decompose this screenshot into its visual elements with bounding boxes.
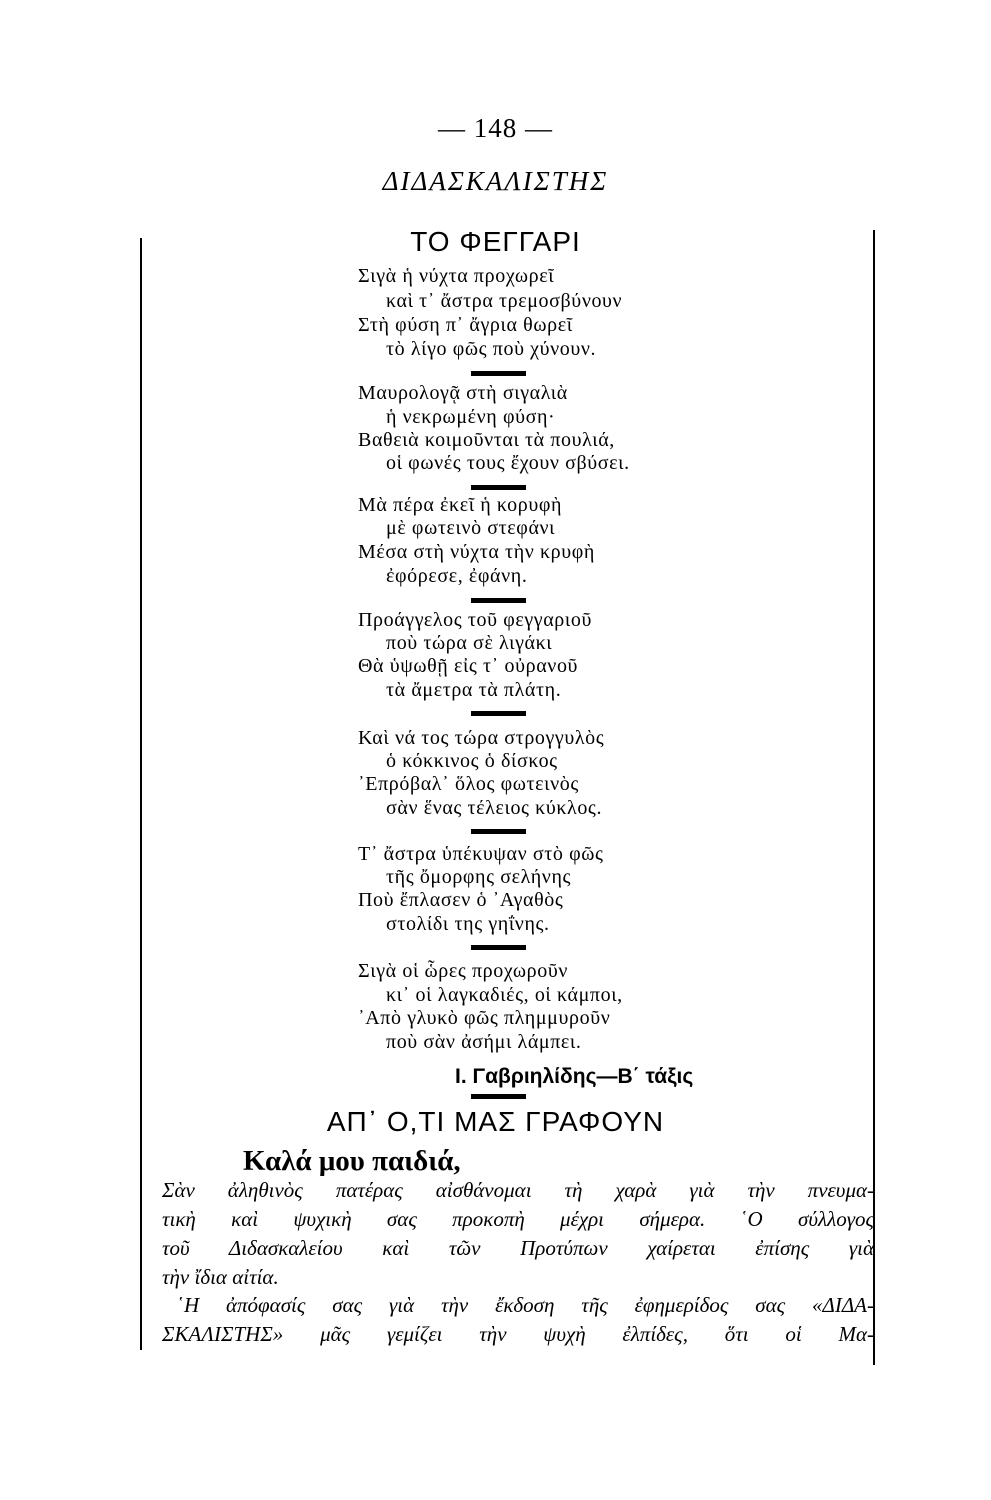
poem-line: Μαυρολογᾷ στὴ σιγαλιὰ <box>358 382 568 404</box>
poem-line: Μέσα στὴ νύχτα τὴν κρυφὴ <box>358 541 595 563</box>
letter-line: τοῦ Διδασκαλείου καὶ τῶν Προτύπων χαίρεται ἐπίσης γιὰ <box>162 1236 874 1260</box>
poem-line: μὲ φωτεινὸ στεφάνι <box>386 517 556 539</box>
letter-greeting: Καλά μου παιδιά, <box>243 1145 461 1177</box>
running-head: ΔΙΔΑΣΚΑΛΙΣΤΗΣ <box>382 166 609 196</box>
poem-line: τὰ ἄμετρα τὰ πλάτη. <box>386 679 562 701</box>
poem-line: ποὺ τώρα σὲ λιγάκι <box>386 632 553 654</box>
letter-line: τικὴ καὶ ψυχικὴ σας προκοπὴ μέχρι σήμερα. ῾Ο σύλλογος <box>162 1207 874 1231</box>
poem-line: ποὺ σὰν ἀσήμι λάμπει. <box>386 1031 582 1053</box>
poem-line: ᾽Απὸ γλυκὸ φῶς πλημμυροῦν <box>358 1007 611 1029</box>
poem-line: Βαθειὰ κοιμοῦνται τὰ πουλιά, <box>358 429 615 451</box>
stanza-separator <box>471 945 526 950</box>
poem-line: Σιγὰ ἡ νύχτα προχωρεῖ <box>358 265 555 287</box>
letter-line: ῾Η ἀπόφασίς σας γιὰ τὴν ἔκδοση τῆς ἐφημερίδος σας «ΔΙΔΑ- <box>177 1293 874 1317</box>
poem-line: Τ᾽ ἄστρα ὑπέκυψαν στὸ φῶς <box>358 843 604 865</box>
poem-line: τὸ λίγο φῶς ποὺ χύνουν. <box>386 338 597 360</box>
stanza-separator <box>471 598 526 603</box>
poem-line: στολίδι της γηΐνης. <box>386 913 550 935</box>
stanza-separator <box>471 371 526 376</box>
left-column-rule <box>140 238 142 1350</box>
letter-line: τὴν ἴδια αἰτία. <box>162 1265 279 1289</box>
poem-title: ΤΟ ΦΕΓΓΑΡΙ <box>410 226 581 257</box>
poem-line: καὶ τ᾽ ἄστρα τρεμοσβύνουν <box>386 290 623 312</box>
poem-line: τῆς ὄμορφης σελήνης <box>386 866 572 888</box>
section-separator <box>471 1094 526 1099</box>
stanza-separator <box>471 829 526 834</box>
page-number: — 148 — <box>438 113 553 143</box>
letter-line: Σὰν ἀληθινὸς πατέρας αἰσθάνομαι τὴ χαρὰ γιὰ τὴν πνευμα- <box>162 1178 874 1202</box>
poem-line: Θὰ ὑψωθῇ εἰς τ᾽ οὐρανοῦ <box>358 655 579 677</box>
poem-line: Ποὺ ἔπλασεν ὁ ᾽Αγαθὸς <box>358 889 564 911</box>
poem-line: ἡ νεκρωμένη φύση· <box>386 406 556 428</box>
poem-line: οἱ φωνές τους ἔχουν σβύσει. <box>386 452 630 474</box>
letter-line: ΣΚΑΛΙΣΤΗΣ» μᾶς γεμίζει τὴν ψυχὴ ἐλπίδες, ὅτι οἱ Μα- <box>162 1322 874 1346</box>
poem-author: Ι. Γαβριηλίδης—Β΄ τάξις <box>455 1065 694 1088</box>
section-title: ΑΠ᾽ Ο,ΤΙ ΜΑΣ ΓΡΑΦΟΥΝ <box>326 1106 665 1137</box>
poem-line: Στὴ φύση π᾽ ἄγρια θωρεῖ <box>358 314 573 336</box>
poem-line: κι᾽ οἱ λαγκαδιές, οἱ κάμποι, <box>386 984 623 1006</box>
poem-line: σὰν ἕνας τέλειος κύκλος. <box>386 797 603 819</box>
stanza-separator <box>471 485 526 490</box>
poem-line: Καὶ νά τος τώρα στρογγυλὸς <box>358 727 605 749</box>
poem-line: Προάγγελος τοῦ φεγγαριοῦ <box>358 609 592 631</box>
poem-line: ὁ κόκκινος ὁ δίσκος <box>386 750 558 772</box>
stanza-separator <box>471 711 526 716</box>
poem-line: Μὰ πέρα ἐκεῖ ἡ κορυφὴ <box>358 494 563 516</box>
poem-line: Σιγὰ οἱ ὧρες προχωροῦν <box>358 960 568 982</box>
poem-line: ἐφόρεσε, ἐφάνη. <box>386 565 528 587</box>
poem-line: ᾽Επρόβαλ᾽ ὅλος φωτεινὸς <box>358 773 579 795</box>
